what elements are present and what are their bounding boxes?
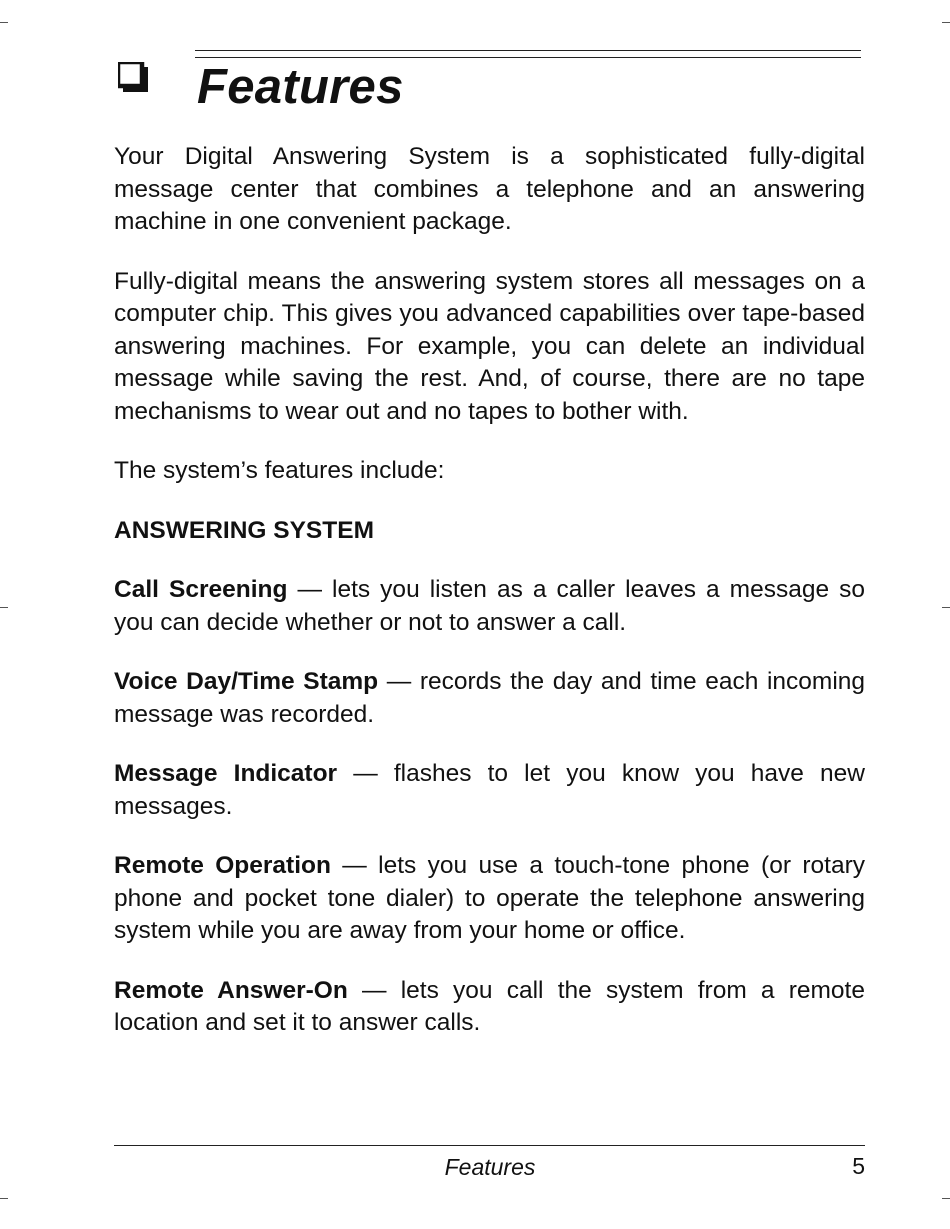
- feature-term: Message Indicator: [114, 760, 338, 787]
- feature-description: — lets you call the system from a remote location and set it to answer calls.: [114, 976, 865, 1036]
- feature-item: [114, 850, 865, 948]
- digital-explanation-paragraph: Fully-digital means the answering system stores all messages on a computer chip. This gives you advanced capabilities over tape-based answering machines. For example, you can delete an individual message while saving the rest. And, of course, there are no tape mechanisms to wear out and no tapes to bother with.: [114, 267, 865, 425]
- feature-term: Call Screening: [114, 576, 288, 603]
- feature-item: [114, 574, 865, 639]
- crop-mark-mid-right: [942, 607, 950, 608]
- footer-rule: [114, 1145, 865, 1146]
- feature-item: [114, 666, 865, 731]
- feature-description: — lets you use a touch-tone phone (or rotary phone and pocket tone dialer) to operate the telephone answering system while you are away from your home or office.: [114, 852, 865, 944]
- page-number: 5: [852, 1153, 865, 1179]
- features-intro-paragraph: The system’s features include:: [114, 457, 445, 484]
- feature-term: Remote Operation: [114, 852, 331, 879]
- checkbox-icon: [118, 62, 148, 92]
- page-title: Features: [197, 60, 404, 114]
- feature-term: Voice Day/Time Stamp: [114, 668, 379, 695]
- footer-title: Features: [444, 1154, 536, 1180]
- crop-mark-top-left: [0, 22, 8, 23]
- main-content: [114, 141, 865, 1040]
- crop-mark-mid-left: [0, 607, 8, 608]
- feature-term: Remote Answer-On: [114, 976, 348, 1004]
- intro-paragraph: Your Digital Answering System is a sophisticated fully-digital message center that combines a telephone and an answering machine in one convenient package.: [114, 143, 865, 235]
- feature-item: [114, 975, 865, 1040]
- crop-mark-bottom-left: [0, 1198, 8, 1199]
- feature-description: — flashes to let you know you have new messages.: [114, 760, 865, 820]
- feature-description: — records the day and time each incoming message was recorded.: [114, 668, 866, 728]
- crop-mark-top-right: [942, 22, 950, 23]
- section-heading: ANSWERING SYSTEM: [114, 516, 374, 544]
- feature-description: — lets you listen as a caller leaves a message so you can decide whether or not to answer a call.: [114, 576, 865, 636]
- header-rule-upper: [195, 50, 861, 51]
- feature-item: [114, 758, 865, 823]
- crop-mark-bottom-right: [942, 1198, 950, 1199]
